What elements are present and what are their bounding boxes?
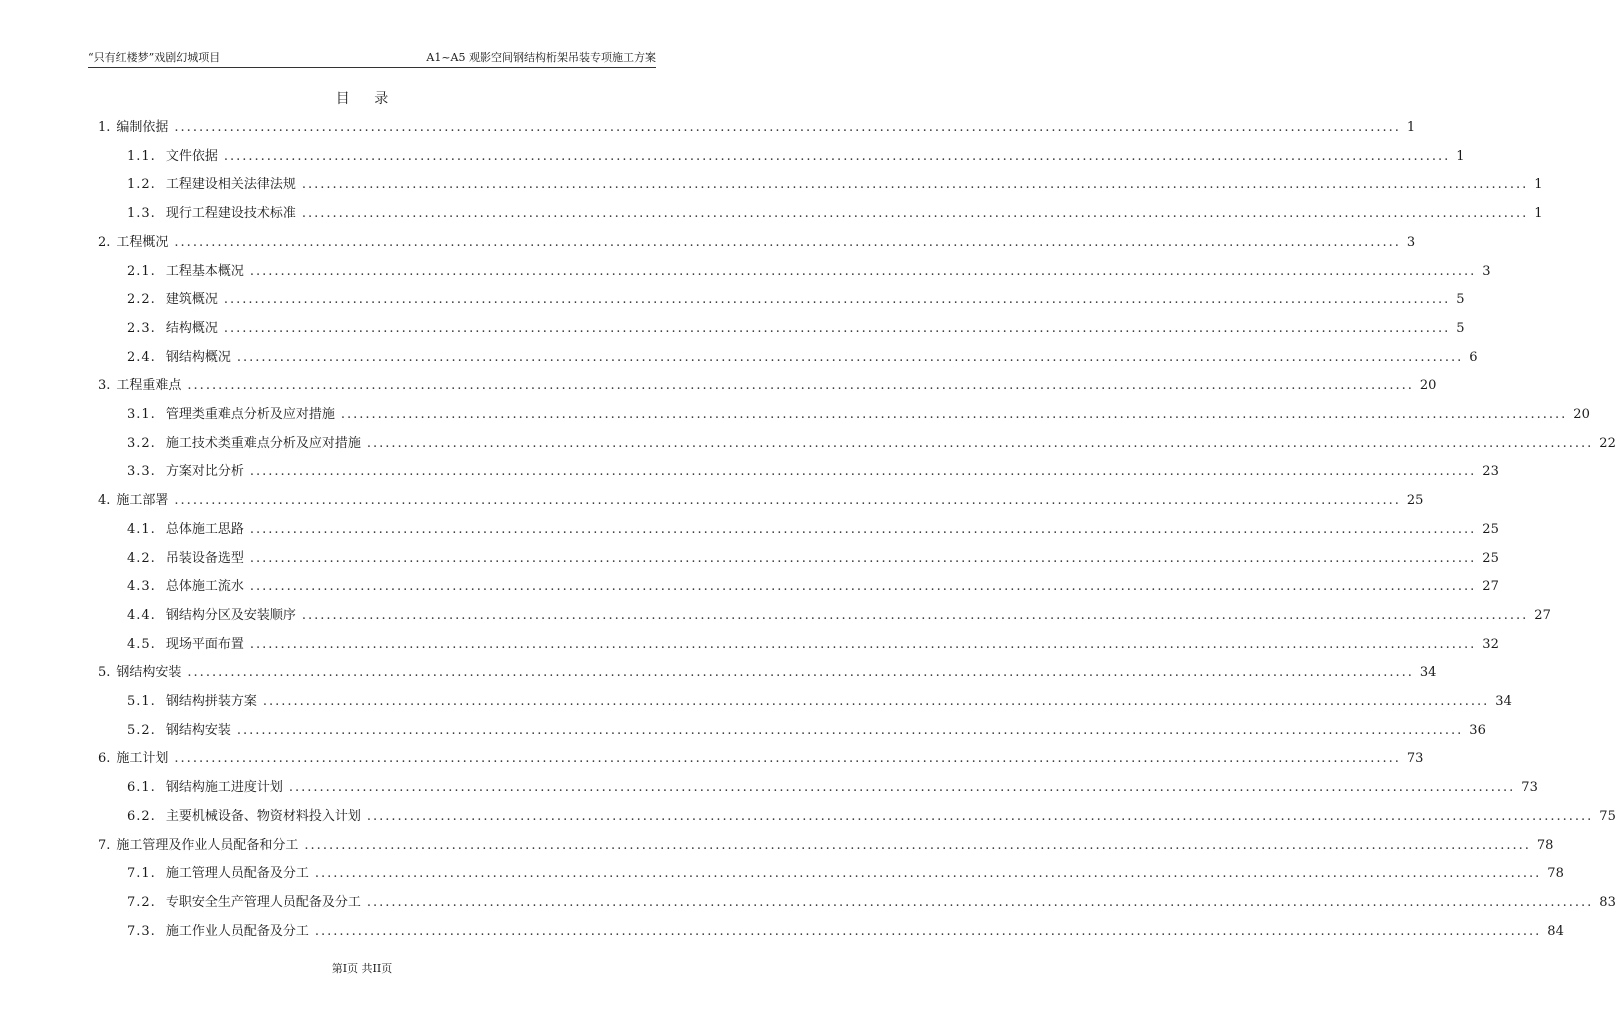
toc-entry-number: 1.3. — [127, 206, 156, 222]
toc-leader-dots: ........................................................................................................................................................................................................ — [301, 607, 1529, 623]
toc-leader-dots: ........................................................................................................................................................................................................ — [174, 493, 1401, 509]
toc-entry[interactable] — [127, 892, 1616, 912]
toc-entry-page: 34 — [1419, 665, 1437, 681]
toc-entry-label: 编制依据 — [116, 120, 169, 135]
toc-entry[interactable] — [127, 691, 1512, 711]
toc-leader-dots: ........................................................................................................................................................................................................ — [288, 780, 1516, 796]
toc-leader-dots: ........................................................................................................................................................................................................ — [366, 808, 1594, 824]
toc-leader-dots: ........................................................................................................................................................................................................ — [249, 521, 1477, 537]
toc-entry-page: 6 — [1469, 349, 1478, 365]
toc-entry-number: 1. — [98, 120, 111, 135]
toc-entry-label: 结构概况 — [165, 320, 218, 336]
toc-entry-number: 6. — [98, 751, 111, 767]
toc-entry-number: 7. — [98, 837, 111, 853]
toc-entry[interactable] — [127, 318, 1465, 338]
toc-entry-label: 钢结构施工进度计划 — [165, 780, 283, 796]
toc-entry-page: 1 — [1406, 120, 1416, 135]
toc-entry-number: 1.1. — [127, 148, 156, 164]
toc-entry-number: 4.4. — [127, 607, 156, 623]
toc-entry-number: 2.2. — [127, 292, 156, 308]
toc-entry-label: 工程建设相关法律法规 — [165, 177, 296, 193]
toc-entry[interactable] — [127, 289, 1465, 309]
toc-entry[interactable] — [127, 921, 1564, 941]
toc-entry-number: 3.1. — [127, 407, 156, 422]
toc-entry[interactable] — [127, 461, 1499, 481]
toc-entry-label: 文件依据 — [165, 148, 218, 164]
toc-entry-page: 27 — [1534, 607, 1551, 623]
toc-entry-number: 3.2. — [127, 435, 156, 451]
toc-leader-dots: ........................................................................................................................................................................................................ — [262, 694, 1490, 709]
toc-entry[interactable] — [127, 261, 1491, 281]
toc-entry[interactable] — [127, 863, 1564, 883]
toc-entry[interactable] — [127, 576, 1499, 596]
toc-entry-number: 3.3. — [127, 464, 156, 480]
toc-entry-number: 4.5. — [127, 636, 156, 652]
toc-entry-page: 20 — [1573, 407, 1590, 422]
toc-entry-label: 施工管理人员配备及分工 — [165, 866, 309, 882]
toc-entry[interactable] — [98, 490, 1424, 510]
toc-leader-dots: ........................................................................................................................................................................................................ — [314, 866, 1542, 882]
toc-leader-dots: ........................................................................................................................................................................................................ — [187, 665, 1414, 681]
toc-entry-page: 73 — [1521, 780, 1538, 796]
toc-entry-label: 钢结构分区及安装顺序 — [165, 607, 296, 623]
toc-entry[interactable] — [127, 347, 1478, 367]
toc-entry-label: 施工作业人员配备及分工 — [165, 923, 309, 939]
toc-entry-label: 钢结构安装 — [116, 665, 182, 681]
toc-entry-page: 34 — [1495, 694, 1512, 709]
toc-leader-dots: ........................................................................................................................................................................................................ — [314, 923, 1542, 939]
header-document-title: A1~A5 观影空间钢结构桁架吊装专项施工方案 — [426, 51, 656, 64]
toc-entry-label: 建筑概况 — [165, 292, 218, 308]
toc-leader-dots: ........................................................................................................................................................................................................ — [236, 349, 1464, 365]
toc-leader-dots: ........................................................................................................................................................................................................ — [174, 120, 1401, 135]
toc-entry-number: 2.1. — [127, 263, 156, 279]
toc-entry-number: 4.3. — [127, 579, 156, 595]
toc-entry-page: 73 — [1406, 751, 1424, 767]
toc-entry[interactable] — [127, 634, 1499, 654]
toc-entry-number: 6.1. — [127, 780, 156, 796]
toc-leader-dots: ........................................................................................................................................................................................................ — [366, 435, 1594, 451]
toc-leader-dots: ........................................................................................................................................................................................................ — [249, 636, 1477, 652]
toc-entry-page: 22 — [1599, 435, 1616, 451]
toc-leader-dots: ........................................................................................................................................................................................................ — [249, 579, 1477, 595]
toc-entry-label: 主要机械设备、物资材料投入计划 — [165, 808, 361, 824]
toc-entry-page: 27 — [1482, 579, 1499, 595]
toc-entry-page: 32 — [1482, 636, 1499, 652]
toc-entry[interactable] — [127, 519, 1499, 539]
toc-leader-dots: ........................................................................................................................................................................................................ — [174, 751, 1401, 767]
toc-entry[interactable] — [127, 433, 1616, 453]
toc-entry-page: 36 — [1469, 722, 1486, 738]
toc-entry-page: 1 — [1534, 206, 1543, 222]
header-project-name: “只有红楼梦”戏剧幻城项目 — [88, 51, 221, 64]
toc-leader-dots: ........................................................................................................................................................................................................ — [301, 206, 1529, 222]
toc-leader-dots: ........................................................................................................................................................................................................ — [223, 148, 1451, 164]
toc-entry[interactable] — [127, 146, 1465, 166]
toc-entry-number: 2.4. — [127, 349, 156, 365]
toc-entry[interactable] — [127, 548, 1499, 568]
page-footer: 第I页 共II页 — [331, 962, 393, 975]
toc-leader-dots: ........................................................................................................................................................................................................ — [249, 550, 1477, 566]
toc-leader-dots: ........................................................................................................................................................................................................ — [249, 464, 1477, 480]
toc-entry-page: 5 — [1456, 292, 1465, 308]
toc-entry-page: 5 — [1456, 320, 1465, 336]
toc-entry-number: 4. — [98, 493, 111, 509]
toc-entry-page: 25 — [1482, 550, 1499, 566]
toc-entry-number: 7.3. — [127, 923, 156, 939]
toc-entry-label: 现行工程建设技术标准 — [165, 206, 296, 222]
toc-entry-page: 75 — [1599, 808, 1616, 824]
toc-entry[interactable] — [127, 174, 1543, 194]
toc-entry-page: 78 — [1536, 837, 1554, 853]
toc-entry-number: 6.2. — [127, 808, 156, 824]
toc-entry-label: 方案对比分析 — [165, 464, 244, 480]
toc-entry-label: 工程概况 — [116, 234, 169, 250]
toc-entry-number: 2. — [98, 234, 111, 250]
toc-entry[interactable] — [127, 404, 1590, 424]
toc-leader-dots: ........................................................................................................................................................................................................ — [187, 378, 1414, 394]
toc-entry-page: 1 — [1534, 177, 1543, 193]
toc-leader-dots: ........................................................................................................................................................................................................ — [301, 177, 1529, 193]
toc-entry-number: 4.2. — [127, 550, 156, 566]
toc-entry-page: 78 — [1547, 866, 1564, 882]
toc-entry-label: 施工管理及作业人员配备和分工 — [116, 837, 299, 853]
toc-entry-page: 3 — [1406, 234, 1416, 250]
toc-leader-dots: ........................................................................................................................................................................................................ — [223, 292, 1451, 308]
toc-entry-page: 84 — [1547, 923, 1564, 939]
toc-entry-label: 钢结构概况 — [165, 349, 231, 365]
toc-entry-page: 1 — [1456, 148, 1465, 164]
toc-entry-number: 7.1. — [127, 866, 156, 882]
toc-leader-dots: ........................................................................................................................................................................................................ — [304, 837, 1531, 853]
toc-leader-dots: ........................................................................................................................................................................................................ — [340, 407, 1568, 422]
toc-entry-label: 施工技术类重难点分析及应对措施 — [165, 435, 361, 451]
toc-entry[interactable] — [127, 777, 1538, 797]
toc-entry-label: 总体施工思路 — [165, 521, 244, 537]
toc-entry-number: 7.2. — [127, 894, 156, 910]
toc-entry-label: 吊装设备选型 — [165, 550, 244, 566]
toc-entry-page: 25 — [1406, 493, 1424, 509]
toc-entry-number: 1.2. — [127, 177, 156, 193]
toc-entry[interactable] — [98, 748, 1424, 768]
toc-entry-number: 5.1. — [127, 694, 156, 709]
toc-entry-label: 钢结构安装 — [165, 722, 231, 738]
toc-entry[interactable] — [127, 806, 1616, 826]
toc-entry[interactable] — [127, 720, 1486, 740]
toc-entry-page: 25 — [1482, 521, 1499, 537]
toc-entry[interactable] — [98, 662, 1437, 682]
toc-entry-number: 3. — [98, 378, 111, 394]
toc-leader-dots: ........................................................................................................................................................................................................ — [236, 722, 1464, 738]
toc-entry-label: 现场平面布置 — [165, 636, 244, 652]
toc-entry-label: 工程基本概况 — [165, 263, 244, 279]
toc-entry-page: 23 — [1482, 464, 1499, 480]
toc-entry-number: 4.1. — [127, 521, 156, 537]
toc-entry[interactable] — [127, 605, 1551, 625]
toc-entry-number: 5. — [98, 665, 111, 681]
toc-entry-label: 专职安全生产管理人员配备及分工 — [165, 894, 361, 910]
toc-entry[interactable] — [98, 232, 1416, 252]
toc-entry[interactable] — [98, 375, 1437, 395]
toc-entry-number: 2.3. — [127, 320, 156, 336]
toc-leader-dots: ........................................................................................................................................................................................................ — [223, 320, 1451, 336]
toc-entry-label: 施工部署 — [116, 493, 169, 509]
toc-entry[interactable] — [98, 835, 1554, 855]
toc-leader-dots: ........................................................................................................................................................................................................ — [366, 894, 1594, 910]
toc-entry-number: 5.2. — [127, 722, 156, 738]
toc-entry-page: 83 — [1599, 894, 1616, 910]
toc-entry-label: 工程重难点 — [116, 378, 182, 394]
toc-leader-dots: ........................................................................................................................................................................................................ — [249, 263, 1477, 279]
toc-entry-label: 施工计划 — [116, 751, 169, 767]
toc-entry[interactable] — [127, 203, 1543, 223]
toc-title: 目 录 — [335, 91, 399, 107]
toc-entry-page: 20 — [1419, 378, 1437, 394]
toc-leader-dots: ........................................................................................................................................................................................................ — [174, 234, 1401, 250]
toc-entry-label: 管理类重难点分析及应对措施 — [165, 407, 335, 422]
toc-entry-label: 钢结构拼装方案 — [165, 694, 257, 709]
toc-entry[interactable] — [98, 117, 1416, 137]
toc-entry-label: 总体施工流水 — [165, 579, 244, 595]
toc-entry-page: 3 — [1482, 263, 1491, 279]
